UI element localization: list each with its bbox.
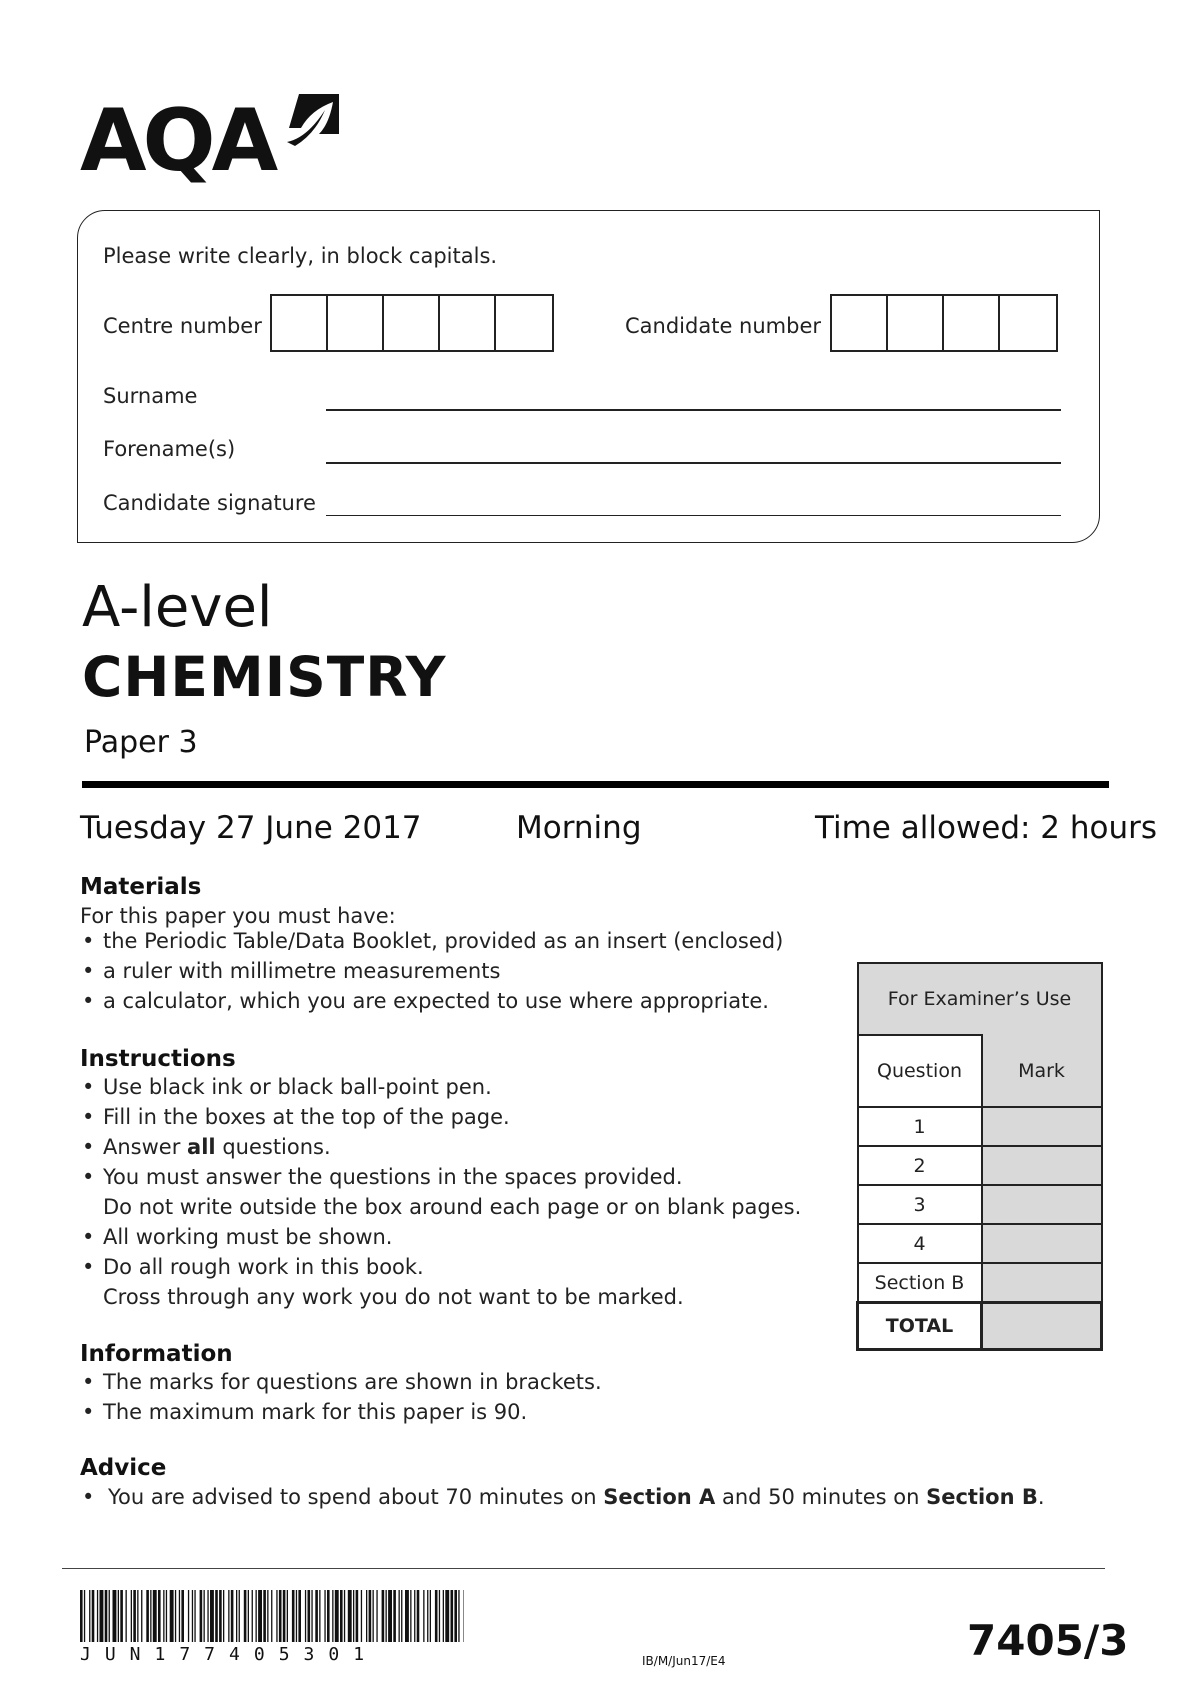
list-item: • Use black ink or black ball-point pen.	[80, 1072, 801, 1102]
question-cell: Section B	[858, 1263, 982, 1303]
list-item: • Fill in the boxes at the top of the page.	[80, 1102, 801, 1132]
advice-text-3: .	[1037, 1485, 1045, 1509]
footer-rule	[62, 1568, 1105, 1569]
aqa-leaf-icon	[285, 88, 343, 148]
time-allowed: Time allowed: 2 hours	[815, 810, 1158, 846]
barcode-bar	[376, 1590, 377, 1642]
barcode-bar	[204, 1590, 205, 1642]
list-item: • a ruler with millimetre measurements	[80, 956, 783, 986]
advice-list	[80, 1482, 1045, 1512]
paper-code: 7405/3	[967, 1616, 1129, 1665]
barcode-bar	[393, 1590, 396, 1642]
barcode-bar	[263, 1590, 266, 1642]
signature-label: Candidate signature	[103, 491, 316, 515]
surname-label: Surname	[103, 384, 198, 408]
examiners-use-title: For Examiner’s Use	[858, 963, 1102, 1035]
materials-list	[80, 926, 783, 1016]
exam-session: Morning	[516, 810, 642, 846]
table-row	[858, 1107, 1102, 1146]
mark-cell	[982, 1263, 1102, 1303]
mark-column-header: Mark	[982, 1035, 1102, 1107]
barcode-bar	[353, 1590, 354, 1642]
barcode-bar	[283, 1590, 286, 1642]
barcode-bar	[146, 1590, 149, 1642]
barcode-bar	[252, 1590, 253, 1642]
forenames-line[interactable]	[326, 462, 1061, 464]
barcode-bar	[361, 1590, 362, 1642]
barcode-bar	[458, 1590, 459, 1642]
question-cell: 1	[858, 1107, 982, 1146]
barcode-bar	[315, 1590, 318, 1642]
qualification-level: A-level	[82, 575, 273, 640]
forenames-label: Forename(s)	[103, 437, 236, 461]
candidate-digit-box[interactable]	[1000, 296, 1056, 350]
outside-box-text: Do not write outside the box around each page or on blank pages.	[103, 1195, 802, 1219]
barcode-bar	[382, 1590, 385, 1642]
barcode-bar	[256, 1590, 257, 1642]
barcode-bar	[194, 1590, 195, 1642]
barcode-bar	[170, 1590, 174, 1642]
barcode-bar	[401, 1590, 402, 1642]
barcode-bar	[244, 1590, 247, 1642]
barcode-bar	[92, 1590, 95, 1642]
barcode-bar	[105, 1590, 108, 1642]
total-mark-cell	[982, 1303, 1102, 1350]
mark-cell	[982, 1107, 1102, 1146]
barcode-bar	[340, 1590, 343, 1642]
barcode-bar	[276, 1590, 277, 1642]
surname-line[interactable]	[326, 409, 1061, 411]
materials-intro: For this paper you must have:	[80, 904, 396, 928]
barcode-bar	[179, 1590, 180, 1642]
list-item: • The marks for questions are shown in brackets.	[80, 1367, 602, 1397]
candidate-details-box	[77, 210, 1100, 543]
candidate-digit-box[interactable]	[888, 296, 944, 350]
barcode-bar	[344, 1590, 345, 1642]
barcode-bar	[386, 1590, 387, 1642]
centre-digit-box[interactable]	[496, 296, 552, 350]
advice-text-1: You are advised to spend about 70 minutes on	[108, 1485, 597, 1509]
barcode-bar	[231, 1590, 234, 1642]
barcode-bar	[388, 1590, 392, 1642]
centre-digit-box[interactable]	[384, 296, 440, 350]
barcode-bar	[239, 1590, 240, 1642]
barcode-bar	[219, 1590, 222, 1642]
barcode-bar	[248, 1590, 249, 1642]
barcode-bar	[308, 1590, 311, 1642]
information-list	[80, 1367, 602, 1427]
centre-digit-box[interactable]	[272, 296, 328, 350]
barcode-bar	[292, 1590, 295, 1642]
list-item	[80, 1132, 801, 1162]
information-heading: Information	[80, 1341, 233, 1367]
barcode-bar	[332, 1590, 333, 1642]
barcode-bar	[451, 1590, 454, 1642]
barcode-bar	[97, 1590, 98, 1642]
barcode-bar	[427, 1590, 428, 1642]
advice-section-b: Section B	[926, 1485, 1038, 1509]
barcode-bar	[113, 1590, 117, 1642]
examiners-use-table	[856, 962, 1103, 1351]
materials-heading: Materials	[80, 874, 202, 900]
list-item	[80, 1252, 801, 1312]
barcode-bar	[200, 1590, 203, 1642]
instructions-list	[80, 1072, 801, 1312]
barcode-bar	[399, 1590, 400, 1642]
barcode-bar	[192, 1590, 193, 1642]
barcode-bar	[118, 1590, 119, 1642]
barcode-bar	[215, 1590, 218, 1642]
paper-number: Paper 3	[84, 725, 198, 760]
barcode-bar	[166, 1590, 167, 1642]
barcode-bar	[100, 1590, 104, 1642]
barcode-bar	[454, 1590, 457, 1642]
barcode-bar	[296, 1590, 297, 1642]
title-rule	[82, 781, 1109, 788]
table-row	[858, 1263, 1102, 1303]
barcode-bar	[120, 1590, 123, 1642]
centre-digit-box[interactable]	[440, 296, 496, 350]
barcode-bar	[366, 1590, 367, 1642]
list-item: • All working must be shown.	[80, 1222, 801, 1252]
table-row	[858, 1146, 1102, 1185]
barcode-bar	[348, 1590, 352, 1642]
barcode-bar	[228, 1590, 229, 1642]
total-row	[858, 1303, 1102, 1350]
barcode-bar	[181, 1590, 184, 1642]
centre-number-boxes[interactable]	[270, 294, 554, 352]
barcode-bar	[236, 1590, 237, 1642]
table-row	[858, 1224, 1102, 1263]
candidate-digit-box[interactable]	[944, 296, 1000, 350]
barcode-bar	[126, 1590, 127, 1642]
list-item: • the Periodic Table/Data Booklet, provided as an insert (enclosed)	[80, 926, 783, 956]
barcode-bar	[410, 1590, 411, 1642]
barcode-bar	[443, 1590, 444, 1642]
barcode-bar	[80, 1590, 83, 1642]
barcode-bar	[137, 1590, 138, 1642]
barcode-text: JUN177405301	[80, 1644, 379, 1665]
barcode-bar	[133, 1590, 136, 1642]
barcode-bar	[84, 1590, 85, 1642]
list-item	[80, 1162, 801, 1222]
centre-digit-box[interactable]	[328, 296, 384, 350]
reference-code: IB/M/Jun17/E4	[642, 1654, 726, 1668]
barcode-bar	[405, 1590, 409, 1642]
barcode	[80, 1590, 464, 1642]
question-column-header: Question	[858, 1035, 982, 1107]
barcode-bar	[109, 1590, 110, 1642]
aqa-logo-text: AQA	[80, 91, 275, 191]
barcode-bar	[414, 1590, 415, 1642]
list-item: • The maximum mark for this paper is 90.	[80, 1397, 602, 1427]
barcode-bar	[158, 1590, 161, 1642]
barcode-bar	[153, 1590, 157, 1642]
mark-cell	[982, 1185, 1102, 1224]
mark-cell	[982, 1224, 1102, 1263]
mark-cell	[982, 1146, 1102, 1185]
barcode-bar	[417, 1590, 420, 1642]
barcode-bar	[335, 1590, 339, 1642]
block-capitals-instruction: Please write clearly, in block capitals.	[103, 244, 498, 268]
all-emphasis: all	[187, 1135, 216, 1159]
barcode-bar	[258, 1590, 262, 1642]
candidate-number-label: Candidate number	[625, 314, 821, 338]
barcode-bar	[435, 1590, 438, 1642]
barcode-bar	[279, 1590, 282, 1642]
question-cell: 3	[858, 1185, 982, 1224]
barcode-bar	[175, 1590, 176, 1642]
candidate-digit-box[interactable]	[832, 296, 888, 350]
barcode-bar	[324, 1590, 325, 1642]
barcode-bar	[207, 1590, 208, 1642]
candidate-number-boxes[interactable]	[830, 294, 1058, 352]
answer-spaces-text: You must answer the questions in the spaces provided.	[103, 1165, 683, 1189]
barcode-bar	[464, 1590, 465, 1642]
exam-date: Tuesday 27 June 2017	[80, 810, 422, 846]
table-row	[858, 1185, 1102, 1224]
rough-work-text: Do all rough work in this book.	[103, 1255, 424, 1279]
barcode-bar	[131, 1590, 132, 1642]
barcode-bar	[223, 1590, 224, 1642]
barcode-bar	[327, 1590, 330, 1642]
total-label: TOTAL	[858, 1303, 982, 1350]
list-item	[80, 1482, 1045, 1512]
barcode-bar	[423, 1590, 424, 1642]
barcode-bar	[445, 1590, 449, 1642]
barcode-bar	[439, 1590, 440, 1642]
advice-heading: Advice	[80, 1455, 167, 1481]
barcode-bar	[163, 1590, 164, 1642]
answer-text: Answer	[103, 1135, 181, 1159]
question-cell: 4	[858, 1224, 982, 1263]
barcode-bar	[267, 1590, 268, 1642]
signature-line[interactable]	[326, 515, 1061, 516]
barcode-bar	[287, 1590, 288, 1642]
instructions-heading: Instructions	[80, 1046, 236, 1072]
barcode-bar	[373, 1590, 374, 1642]
questions-text: questions.	[222, 1135, 331, 1159]
barcode-bar	[356, 1590, 359, 1642]
list-item: • a calculator, which you are expected to use where appropriate.	[80, 986, 783, 1016]
barcode-bar	[150, 1590, 151, 1642]
barcode-bar	[298, 1590, 301, 1642]
barcode-bar	[271, 1590, 272, 1642]
barcode-bar	[188, 1590, 189, 1642]
barcode-bar	[430, 1590, 431, 1642]
barcode-bar	[305, 1590, 306, 1642]
cross-through-text: Cross through any work you do not want to be marked.	[103, 1285, 684, 1309]
barcode-bar	[369, 1590, 372, 1642]
barcode-bar	[210, 1590, 214, 1642]
barcode-bar	[141, 1590, 142, 1642]
barcode-bar	[319, 1590, 320, 1642]
advice-section-a: Section A	[603, 1485, 716, 1509]
subject-title: CHEMISTRY	[82, 645, 447, 709]
barcode-bar	[311, 1590, 312, 1642]
advice-text-2: and 50 minutes on	[721, 1485, 920, 1509]
barcode-bar	[89, 1590, 90, 1642]
centre-number-label: Centre number	[103, 314, 262, 338]
question-cell: 2	[858, 1146, 982, 1185]
